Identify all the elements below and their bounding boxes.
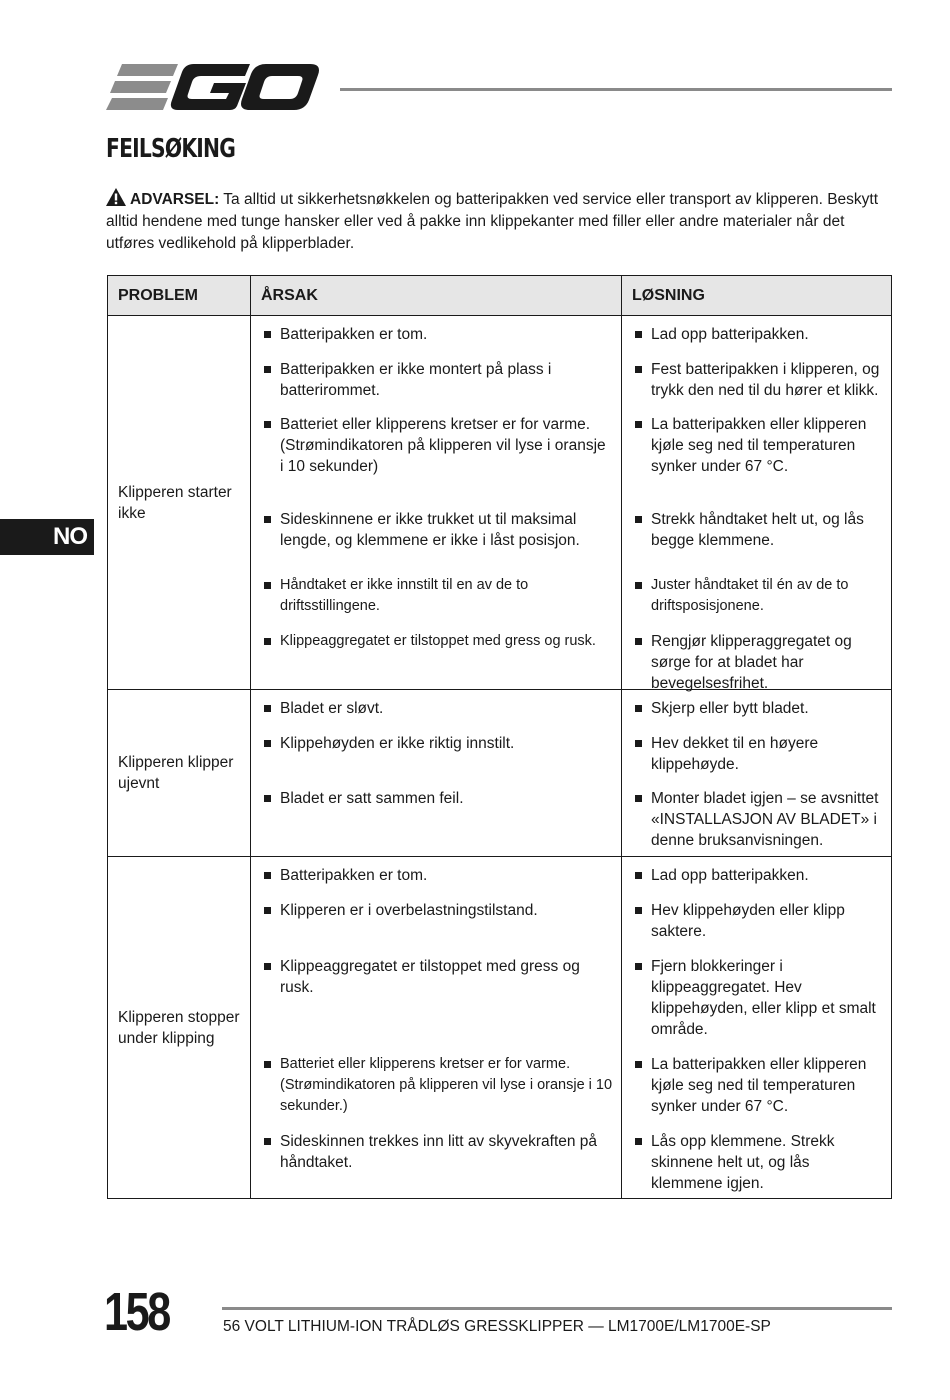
warning-triangle-icon <box>106 188 126 206</box>
table-row <box>108 857 892 1199</box>
table-header-row <box>108 276 892 316</box>
list-item: Håndtaket er ikke innstilt til en av de to driftsstillingene. <box>251 575 613 617</box>
list-item: Batteriet eller klipperens kretser er for varme. (Strømindikatoren på klipperen vil lyse i oransje i 10 sekunder) <box>251 414 613 477</box>
list-item: Bladet er satt sammen feil. <box>251 788 613 809</box>
list-item: Sideskinnene er ikke trukket ut til maksimal lengde, og klemmene er ikke i låst posisjon. <box>251 509 613 551</box>
list-item: Skjerp eller bytt bladet. <box>622 698 883 719</box>
language-tab: NO <box>0 519 94 555</box>
column-header-solution: LØSNING <box>622 276 892 316</box>
page-title: FEILSØKING <box>106 134 236 164</box>
list-item: Lås opp klemmene. Strekk skinnene helt ut, og lås klemmene igjen. <box>622 1131 883 1194</box>
cause-cell <box>251 690 622 857</box>
warning-label: ADVARSEL: <box>130 191 220 208</box>
page-number: 158 <box>104 1282 169 1342</box>
ego-logo <box>106 62 320 114</box>
table-row <box>108 690 892 857</box>
list-item: Batteripakken er ikke montert på plass i batterirommet. <box>251 359 613 401</box>
list-item: Hev klippehøyden eller klipp saktere. <box>622 900 883 942</box>
list-item: Lad opp batteripakken. <box>622 324 883 345</box>
list-item: Batteripakken er tom. <box>251 865 613 886</box>
solution-cell <box>622 316 892 690</box>
solution-cell <box>622 690 892 857</box>
problem-cell: Klipperen klipper ujevnt <box>108 690 251 857</box>
list-item: Klippeaggregatet er tilstoppet med gress og rusk. <box>251 956 613 998</box>
list-item: Klipperen er i overbelastningstilstand. <box>251 900 613 921</box>
list-item: Hev dekket til en høyere klippehøyde. <box>622 733 883 775</box>
troubleshooting-table <box>107 275 892 1199</box>
footer-rule <box>222 1307 892 1310</box>
solution-cell <box>622 857 892 1199</box>
list-item: Klippehøyden er ikke riktig innstilt. <box>251 733 613 754</box>
list-item: Lad opp batteripakken. <box>622 865 883 886</box>
list-item: Juster håndtaket til én av de to driftsposisjonene. <box>622 575 883 617</box>
list-item: Batteriet eller klipperens kretser er for varme. (Strømindikatoren på klipperen vil lyse i oransje i 10 sekunder.) <box>251 1054 613 1117</box>
list-item: Klippeaggregatet er tilstoppet med gress og rusk. <box>251 631 613 652</box>
list-item: Bladet er sløvt. <box>251 698 613 719</box>
column-header-cause: ÅRSAK <box>251 276 622 316</box>
list-item: Strekk håndtaket helt ut, og lås begge klemmene. <box>622 509 883 551</box>
column-header-problem: PROBLEM <box>108 276 251 316</box>
list-item: Batteripakken er tom. <box>251 324 613 345</box>
list-item: Fest batteripakken i klipperen, og trykk den ned til du hører et klikk. <box>622 359 883 401</box>
problem-cell: Klipperen stopper under klipping <box>108 857 251 1199</box>
list-item: Rengjør klipperaggregatet og sørge for at bladet har bevegelsesfrihet. <box>622 631 883 694</box>
list-item: Monter bladet igjen – se avsnittet «INSTALLASJON AV BLADET» i denne bruksanvisningen. <box>622 788 883 851</box>
list-item: La batteripakken eller klipperen kjøle seg ned til temperaturen synker under 67 °C. <box>622 1054 883 1117</box>
cause-cell <box>251 857 622 1199</box>
problem-cell: Klipperen starter ikke <box>108 316 251 690</box>
warning-notice <box>106 188 886 255</box>
list-item: Fjern blokkeringer i klippeaggregatet. Hev klippehøyden, eller klipp et smalt område. <box>622 956 883 1040</box>
header-rule <box>340 88 892 91</box>
cause-cell <box>251 316 622 690</box>
warning-text: Ta alltid ut sikkerhetsnøkkelen og batteripakken ved service eller transport av klipperen. Beskytt alltid hendene med tunge hansker eller ved å pakke inn klippekanter med filler eller andre materialer når det utføres vedlikehold på klipperblader. <box>106 191 879 252</box>
footer-title: 56 VOLT LITHIUM-ION TRÅDLØS GRESSKLIPPER — LM1700E/LM1700E-SP <box>223 1318 771 1335</box>
table-row <box>108 316 892 690</box>
list-item: Sideskinnen trekkes inn litt av skyvekraften på håndtaket. <box>251 1131 613 1173</box>
list-item: La batteripakken eller klipperen kjøle seg ned til temperaturen synker under 67 °C. <box>622 414 883 477</box>
